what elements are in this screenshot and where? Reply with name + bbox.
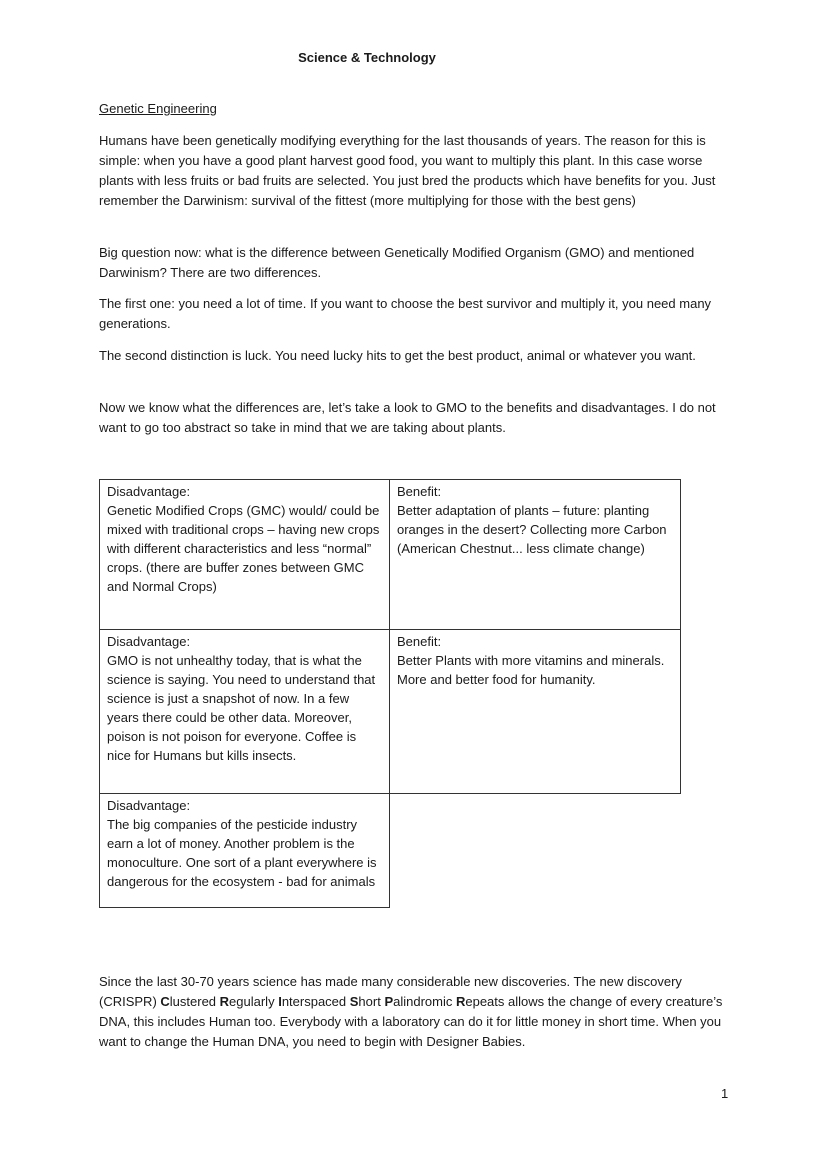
acronym-rest: epeats <box>465 994 505 1009</box>
table-row <box>100 794 681 908</box>
paragraph-intro: Humans have been genetically modifying everything for the last thousands of years. The reason for this is simple: when you have a good plant harvest good food, you want to multiply this plant. In this case worse plants with less fruits or bad fruits are selected. You just bred the products which have benefits for you. Just remember the Darwinism: survival of the fittest (more multiplying for those with the best gens) <box>99 133 716 208</box>
disadvantage-cell <box>100 480 390 630</box>
cell-text: Better Plants with more vitamins and minerals. More and better food for humanity. <box>397 653 665 687</box>
crispr-outro: allows the change of every creature’s DNA, this includes Human too. Everybody with a laboratory can do it for little money in short time. When you want to change the Human DNA, you need to begin with Designer Babies. <box>99 994 723 1049</box>
cell-label: Benefit: <box>397 484 442 499</box>
cell-label: Benefit: <box>397 634 442 649</box>
cell-label: Disadvantage: <box>107 484 191 499</box>
section-heading: Genetic Engineering <box>99 101 217 116</box>
paragraph-crispr <box>99 972 734 1052</box>
paragraph-first-difference: The first one: you need a lot of time. If you want to choose the best survivor and multiply it, you need many generations. <box>99 296 712 331</box>
acronym-rest: nterspaced <box>281 994 350 1009</box>
gmo-pros-cons-table <box>99 479 681 908</box>
acronym-letter: I <box>278 994 282 1009</box>
page-number: 1 <box>721 1086 729 1101</box>
empty-cell <box>390 794 681 908</box>
crispr-intro: Since the last 30-70 years science has made many considerable new discoveries. The new discovery (CRISPR) <box>99 974 682 1009</box>
paragraph-transition: Now we know what the differences are, let’s take a look to GMO to the benefits and disadvantages. I do not want to go too abstract so take in mind that we are taking about plants. <box>99 400 716 435</box>
cell-text: GMO is not unhealthy today, that is what the science is saying. You need to understand that science is just a snapshot of now. In a few years there could be other data. Moreover, poison is not poison for everyone. Coffee is nice for Humans but kills insects. <box>107 653 376 763</box>
acronym-letter: S <box>349 994 359 1009</box>
cell-label: Disadvantage: <box>107 634 191 649</box>
table-row <box>100 480 681 630</box>
acronym-rest: hort <box>358 994 385 1009</box>
table-row <box>100 630 681 794</box>
cell-label: Disadvantage: <box>107 798 191 813</box>
acronym-rest: egularly <box>229 994 279 1009</box>
disadvantage-cell <box>100 794 390 908</box>
acronym-letter: P <box>384 994 394 1009</box>
page-title: Science & Technology <box>298 50 436 65</box>
benefit-cell <box>390 630 681 794</box>
paragraph-question: Big question now: what is the difference between Genetically Modified Organism (GMO) and mentioned Darwinism? There are two differences. <box>99 245 695 280</box>
acronym-letter: C <box>160 994 170 1009</box>
acronym-rest: lustered <box>169 994 220 1009</box>
benefit-cell <box>390 480 681 630</box>
cell-text: The big companies of the pesticide industry earn a lot of money. Another problem is the monoculture. One sort of a plant everywhere is dangerous for the ecosystem - bad for animals <box>107 817 377 889</box>
acronym-rest: alindromic <box>393 994 456 1009</box>
acronym-letter: R <box>219 994 230 1009</box>
cell-text: Genetic Modified Crops (GMC) would/ could be mixed with traditional crops – having new crops with different characteristics and less “normal” crops. (there are buffer zones between GMC and Normal Crops) <box>107 503 380 594</box>
cell-text: Better adaptation of plants – future: planting oranges in the desert? Collecting more Carbon (American Chestnut... less climate change) <box>397 503 667 556</box>
disadvantage-cell <box>100 630 390 794</box>
paragraph-second-difference: The second distinction is luck. You need lucky hits to get the best product, animal or whatever you want. <box>99 348 696 363</box>
acronym-letter: R <box>455 994 466 1009</box>
